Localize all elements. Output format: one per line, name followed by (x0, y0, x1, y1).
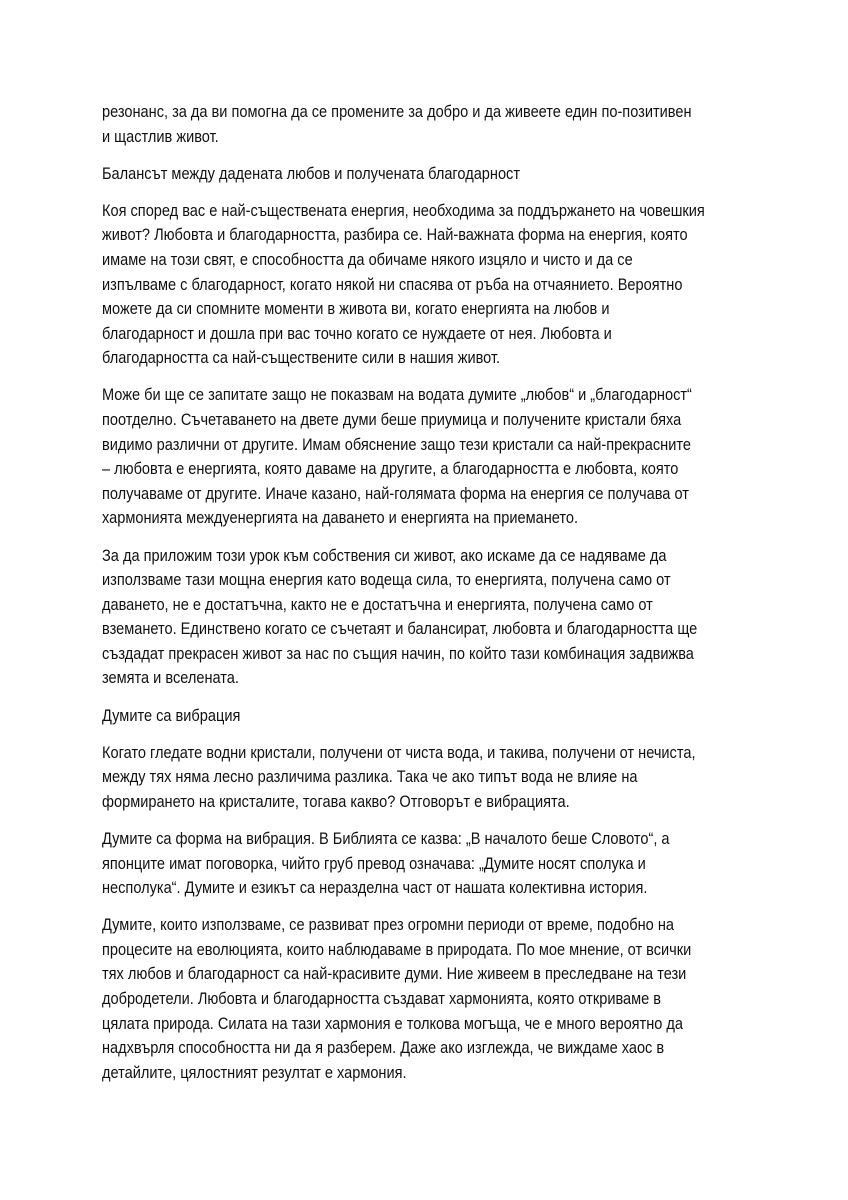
text-line: и щастлив живот. (102, 127, 219, 146)
text-line: живот? Любовта и благодарността, разбира се. Най-важната форма на енергия, която (102, 226, 688, 245)
text-line: Думите са форма на вибрация. В Библията се казва: „В началото беше Словото“, а (102, 829, 670, 848)
section-heading (102, 162, 762, 187)
text-line: За да приложим този урок към собствения си живот, ако искаме да се надяваме да (102, 546, 667, 565)
text-line: създадат прекрасен живот за нас по същия начин, по който тази комбинация задвижва (102, 644, 694, 663)
text-line: Може би ще се запитате защо не показвам на водата думите „любов“ и „благодарност“ (102, 386, 692, 405)
text-line: – любовта е енергията, която даваме на другите, а благодарността е любовта, която (102, 460, 679, 479)
body-paragraph (102, 741, 762, 815)
text-line: добродетели. Любовта и благодарността създават хармонията, която откриваме в (102, 990, 662, 1008)
body-paragraph (102, 100, 762, 149)
text-line: хармонията междуенергията на даването и енергията на приемането. (102, 509, 579, 528)
heading-text: Балансът между дадената любов и получената благодарност (102, 164, 521, 183)
text-line: цялата природа. Силата на тази хармония е толкова могъща, че е много вероятно да (102, 1014, 684, 1033)
text-line: вземането. Единствено когато се съчетаят и балансират, любовта и благодарността ще (102, 620, 698, 639)
text-line: благодарността са най-съществените сили в нашия живот. (102, 349, 501, 368)
text-line: несполука“. Думите и езикът са неразделна част от нашата колективна история. (102, 879, 648, 898)
text-line: имаме на този свят, е способността да обичаме някого изцяло и чисто и да се (102, 250, 633, 269)
text-line: Думите, които използваме, се развиват през огромни периоди от време, подобно на (102, 916, 674, 935)
text-line: между тях няма лесно различима разлика. Така че ако типът вода не влияе на (102, 768, 638, 787)
heading-text: Думите са вибрация (102, 706, 241, 725)
text-line: надхвърля способността ни да я разберем. Даже ако изглежда, че виждаме хаос в (102, 1039, 665, 1058)
text-line: Когато гледате водни кристали, получени от чиста вода, и такива, получени от нечиста, (102, 743, 696, 762)
text-line: тях любов и благодарност са най-красивите думи. Ние живеем в преследване на тези (102, 965, 687, 984)
text-line: детайлите, цялостният резултат е хармония. (102, 1063, 407, 1082)
body-paragraph (102, 544, 762, 692)
text-line: земята и вселената. (102, 669, 239, 688)
text-line: японците имат поговорка, чийто груб превод означава: „Думите носят сполука и (102, 854, 646, 873)
text-line: даването, не е достатъчна, както не е достатъчна и енергията, получена само от (102, 595, 653, 614)
text-line: получаваме от другите. Иначе казано, най-голямата форма на енергия се получава от (102, 484, 689, 503)
body-paragraph (102, 827, 762, 901)
text-line: резонанс, за да ви помогна да се промените за добро и да живеете един по-позитивен (102, 103, 692, 121)
section-heading (102, 704, 762, 729)
body-paragraph (102, 383, 762, 531)
text-line: благодарност и дошла при вас точно когато се нуждаете от нея. Любовта и (102, 324, 612, 343)
text-line: формирането на кристалите, тогава какво? Отговорът е вибрацията. (102, 792, 570, 811)
text-line: поотделно. Съчетаването на двете думи беше приумица и получените кристали бяха (102, 411, 682, 430)
text-line: използваме тази мощна енергия като водеща сила, то енергията, получена само от (102, 571, 671, 590)
text-line: изпълваме с благодарност, когато някой ни спасява от ръба на отчаянието. Вероятно (102, 275, 683, 294)
body-paragraph (102, 913, 762, 1085)
text-line: видимо различни от другите. Имам обяснение защо тези кристали са най-прекрасните (102, 435, 691, 454)
text-line: процесите на еволюцията, които наблюдаваме в природата. По мое мнение, от всички (102, 940, 692, 959)
text-line: Коя според вас е най-съществената енергия, необходима за поддържането на човешкия (102, 201, 705, 220)
document-body (102, 100, 762, 1098)
body-paragraph (102, 199, 762, 371)
text-line: можете да си спомните моменти в живота ви, когато енергията на любов и (102, 300, 610, 319)
